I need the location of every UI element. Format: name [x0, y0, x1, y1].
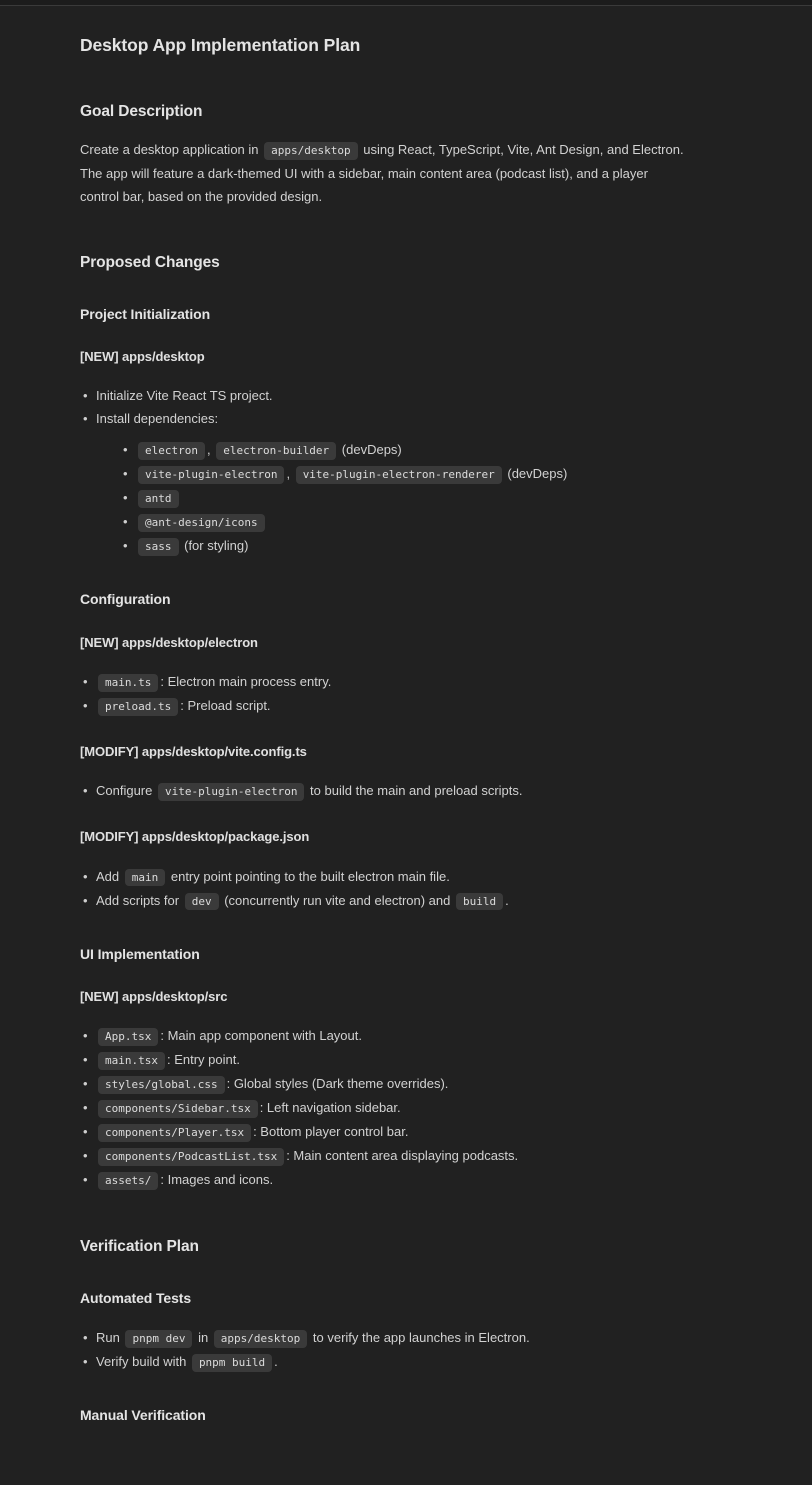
- inline-code: main.tsx: [98, 1052, 165, 1070]
- bullet-item: • Add scripts for dev (concurrently run vite and electron) and build .: [96, 889, 686, 913]
- heading-h2: Proposed Changes: [80, 254, 220, 272]
- bullet-item: [136, 486, 686, 510]
- heading-h4: [MODIFY] apps/desktop/package.json: [80, 829, 310, 845]
- bullet-item: • Run pnpm dev in apps/desktop to verify the app launches in Electron.: [96, 1326, 686, 1350]
- bullet-list: [80, 1024, 686, 1192]
- heading-h3: Project Initialization: [80, 305, 211, 322]
- document-body: [80, 102, 686, 1425]
- inline-code: electron-builder: [216, 442, 336, 460]
- inline-code: main: [125, 869, 166, 887]
- inline-code: App.tsx: [98, 1028, 158, 1046]
- heading-h4: [NEW] apps/desktop/src: [80, 989, 228, 1005]
- inline-code: build: [456, 893, 503, 911]
- inline-code: vite-plugin-electron-renderer: [296, 466, 502, 484]
- heading-h2: Verification Plan: [80, 1238, 199, 1256]
- inline-code: components/Player.tsx: [98, 1124, 251, 1142]
- document-content: [80, 35, 686, 1425]
- bullet-item: [136, 510, 686, 534]
- document-title: Desktop App Implementation Plan: [80, 35, 361, 55]
- bullet-item: • vite-plugin-electron , vite-plugin-electron-renderer (devDeps): [136, 462, 686, 486]
- bullet-item: • components/Sidebar.tsx : Left navigation sidebar.: [96, 1096, 686, 1120]
- plan-document: [0, 6, 700, 1485]
- bullet-list: [80, 670, 686, 718]
- inline-code: styles/global.css: [98, 1076, 225, 1094]
- heading-h3: Manual Verification: [80, 1407, 206, 1424]
- bullet-item: • Initialize Vite React TS project.: [96, 384, 686, 407]
- bullet-list: [80, 779, 686, 803]
- heading-h2: Goal Description: [80, 102, 203, 120]
- inline-code: components/Sidebar.tsx: [98, 1100, 258, 1118]
- bullet-item: • preload.ts : Preload script.: [96, 694, 686, 718]
- inline-code: preload.ts: [98, 698, 178, 716]
- bullet-item: • components/PodcastList.tsx : Main content area displaying podcasts.: [96, 1144, 686, 1168]
- bullet-item: • electron , electron-builder (devDeps): [136, 438, 686, 462]
- inline-code: main.ts: [98, 674, 158, 692]
- bullet-list: [80, 384, 686, 558]
- inline-code: @ant-design/icons: [138, 514, 265, 532]
- bullet-item: • Install dependencies: • electron , electron-builder (devDeps) • vite-plugin-electron , vite-plugin-electron-renderer (devDeps) • antd • @ant-design/icons • sass (for styling): [96, 407, 686, 558]
- inline-code: dev: [185, 893, 219, 911]
- heading-h4: [NEW] apps/desktop: [80, 349, 205, 365]
- bullet-item: • App.tsx : Main app component with Layout.: [96, 1024, 686, 1048]
- bullet-item: • styles/global.css : Global styles (Dark theme overrides).: [96, 1072, 686, 1096]
- inline-code: assets/: [98, 1172, 158, 1190]
- bullet-list: [96, 438, 686, 558]
- heading-h3: Automated Tests: [80, 1289, 192, 1306]
- heading-h4: [NEW] apps/desktop/electron: [80, 634, 258, 650]
- bullet-item: • main.tsx : Entry point.: [96, 1048, 686, 1072]
- inline-code: vite-plugin-electron: [138, 466, 284, 484]
- bullet-item: • Configure vite-plugin-electron to build the main and preload scripts.: [96, 779, 686, 803]
- bullet-list: [80, 865, 686, 913]
- bullet-item: • sass (for styling): [136, 534, 686, 558]
- bullet-item: • assets/ : Images and icons.: [96, 1168, 686, 1192]
- bullet-item: • components/Player.tsx : Bottom player control bar.: [96, 1120, 686, 1144]
- inline-code: sass: [138, 538, 179, 556]
- paragraph: Create a desktop application in apps/desktop using React, TypeScript, Vite, Ant Design, and Electron. The app will feature a dark-themed UI with a sidebar, main content area (podcast list), and a player control bar, based on the provided design.: [80, 142, 684, 205]
- heading-h3: Configuration: [80, 591, 171, 608]
- inline-code: electron: [138, 442, 205, 460]
- inline-code: pnpm dev: [125, 1330, 192, 1348]
- inline-code: components/PodcastList.tsx: [98, 1148, 284, 1166]
- inline-code: apps/desktop: [264, 142, 357, 160]
- bullet-item: • Add main entry point pointing to the built electron main file.: [96, 865, 686, 889]
- bullet-list: [80, 1326, 686, 1374]
- inline-code: antd: [138, 490, 179, 508]
- inline-code: apps/desktop: [214, 1330, 307, 1348]
- bullet-item: • Verify build with pnpm build .: [96, 1350, 686, 1374]
- heading-h3: UI Implementation: [80, 945, 200, 962]
- heading-h4: [MODIFY] apps/desktop/vite.config.ts: [80, 744, 307, 760]
- inline-code: vite-plugin-electron: [158, 783, 304, 801]
- bullet-item: • main.ts : Electron main process entry.: [96, 670, 686, 694]
- inline-code: pnpm build: [192, 1354, 272, 1372]
